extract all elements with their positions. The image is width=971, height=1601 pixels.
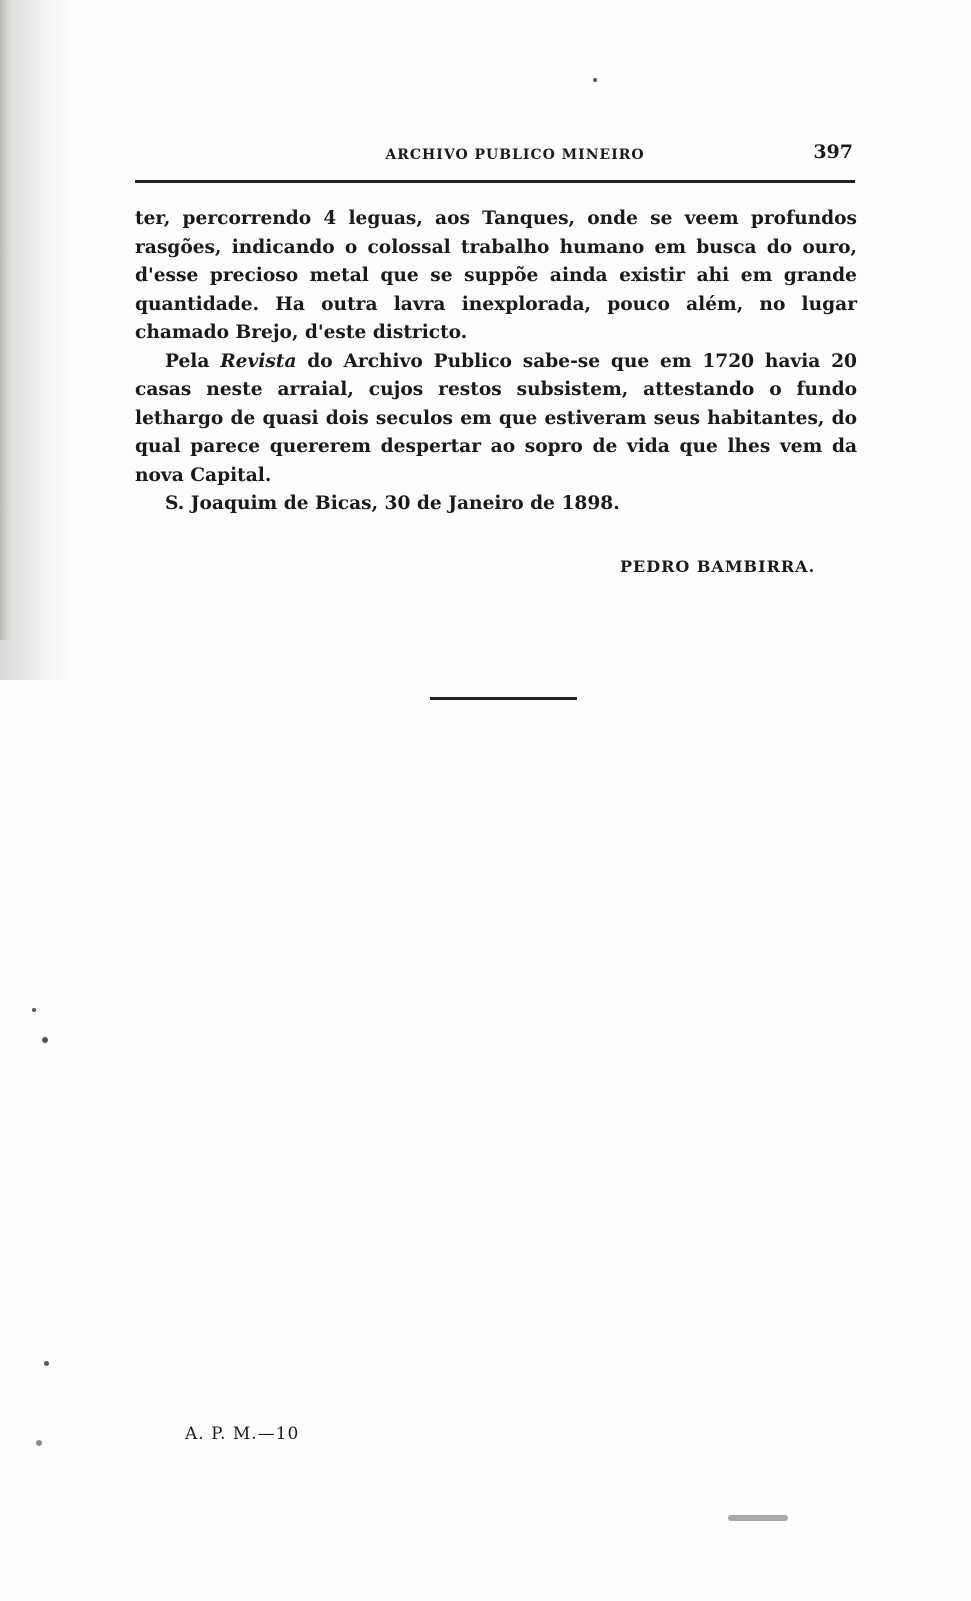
signature-mark: A. P. M.—10: [185, 1424, 300, 1444]
ink-speck: [36, 1440, 42, 1446]
paragraph: ter, percorrendo 4 leguas, aos Tanques, onde se veem profundos rasgões, indicando o colossal trabalho humano em busca do ouro, d'esse precioso metal que se suppõe ainda existir ahi em grande quantidade. Ha outra lavra inexplorada, pouco além, no lugar chamado Brejo, d'este districto.: [135, 208, 857, 343]
page-header: [135, 135, 855, 175]
binding-shadow: [0, 0, 70, 680]
journal-title: Revista: [220, 350, 297, 372]
paragraph-rest: do Archivo Publico sabe-se que em 1720 havia 20 casas neste arraial, cujos restos subsistem, attestando o fundo lethargo de quasi dois seculos em que estiveram seus habitantes, do qual parece quererem despertar ao sopro de vida que lhes vem da nova Capital.: [135, 350, 857, 486]
ink-speck: [593, 78, 597, 82]
ink-speck: [728, 1515, 788, 1521]
paragraph: [135, 348, 857, 491]
ink-speck: [32, 1008, 36, 1012]
running-head: ARCHIVO PUBLICO MINEIRO: [385, 147, 645, 163]
dateline: S. Joaquim de Bicas, 30 de Janeiro de 1898.: [165, 493, 620, 514]
header-rule: [135, 180, 855, 183]
ink-speck: [42, 1037, 48, 1043]
paragraph-lead: Pela: [165, 350, 210, 372]
binding-edge: [0, 0, 10, 640]
author-signature: PEDRO BAMBIRRA.: [620, 557, 816, 576]
body-text: [135, 205, 857, 519]
page-number: 397: [813, 141, 853, 163]
end-rule: [430, 697, 577, 700]
ink-speck: [44, 1361, 49, 1366]
